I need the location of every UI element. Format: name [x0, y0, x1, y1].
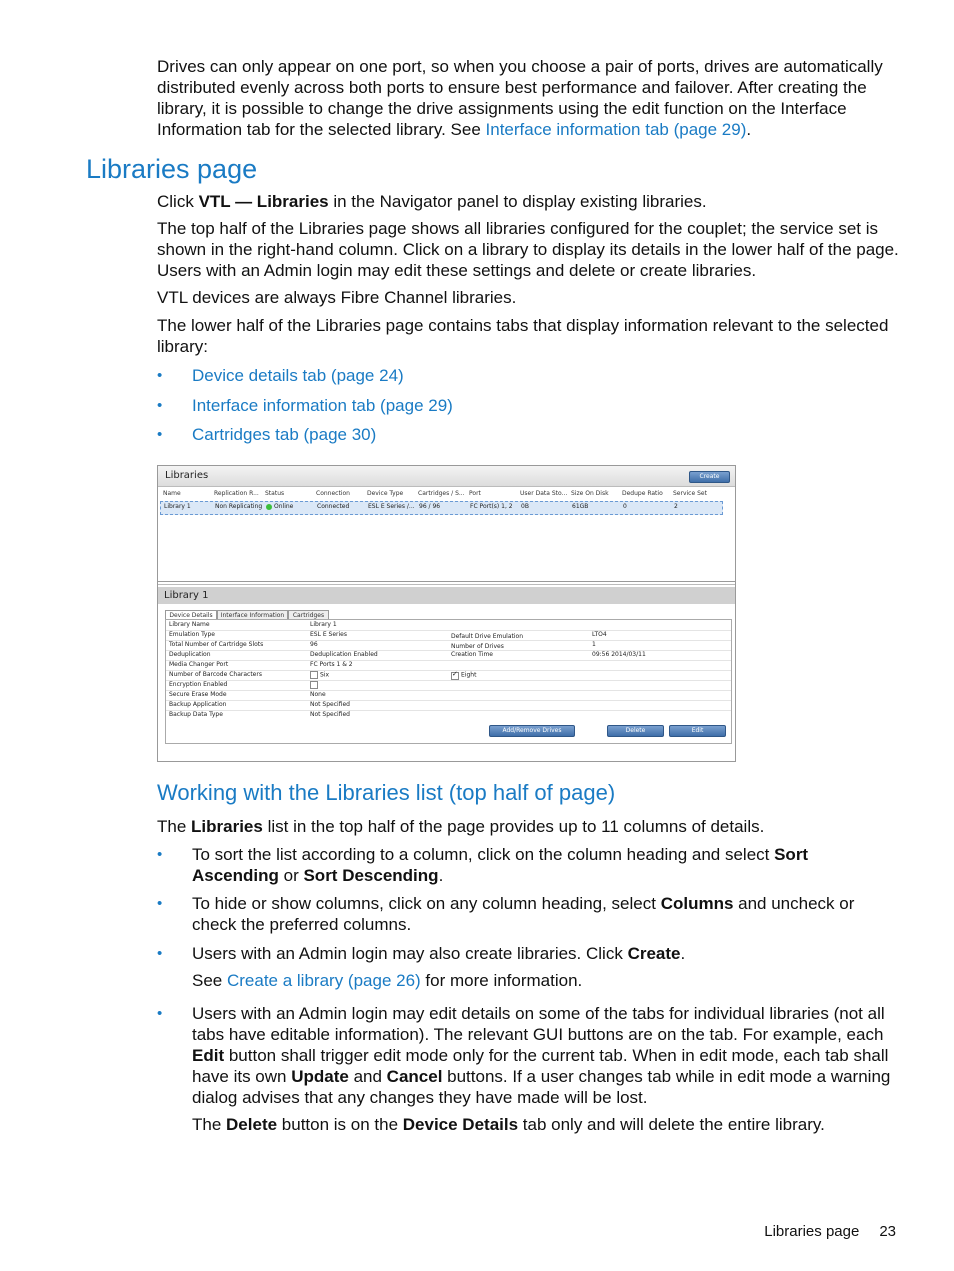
vtl-libraries-bold: VTL — Libraries — [198, 192, 329, 211]
col-device-type[interactable]: Device Type — [367, 490, 404, 497]
col-port[interactable]: Port — [469, 490, 481, 497]
tab-interface-information[interactable]: Interface Information — [217, 610, 288, 621]
detail-value: LTO4 — [592, 631, 607, 638]
fibre-channel-paragraph: VTL devices are always Fibre Channel libraries. — [157, 288, 517, 307]
table-row[interactable] — [160, 501, 723, 515]
col-size-on-disk[interactable]: Size On Disk — [571, 490, 609, 497]
col-service-set[interactable]: Service Set — [673, 490, 707, 497]
detail-value: 96 — [310, 641, 318, 648]
cell-port: FC Port(s) 1, 2 — [470, 503, 513, 510]
detail-label: Number of Barcode Characters — [169, 671, 262, 678]
cell-status-text: Online — [274, 503, 294, 510]
detail-label: Creation Time — [451, 651, 493, 658]
detail-value: 1 — [592, 641, 596, 648]
page-footer — [744, 1223, 896, 1240]
col-replication[interactable]: Replication R... — [214, 490, 259, 497]
detail-value: ESL E Series — [310, 631, 347, 638]
detail-row — [166, 710, 731, 720]
libraries-list-paragraph — [157, 816, 899, 837]
eight-checkbox[interactable] — [451, 672, 459, 680]
col-cartridges[interactable]: Cartridges / S... — [418, 490, 465, 497]
add-remove-drives-button[interactable]: Add/Remove Drives — [489, 725, 575, 737]
cell-size-on-disk: 61GB — [572, 503, 589, 510]
col-name[interactable]: Name — [163, 490, 181, 497]
detail-value: Library 1 — [310, 621, 337, 628]
detail-label: Deduplication — [169, 651, 211, 658]
cell-dedupe-ratio: 0 — [623, 503, 627, 510]
device-details-panel — [165, 619, 732, 744]
bullet-icon: • — [157, 895, 163, 912]
create-library-link[interactable]: Create a library (page 26) — [226, 971, 421, 990]
detail-label: Library Name — [169, 621, 210, 628]
bullet-icon: • — [157, 426, 163, 443]
footer-label: Libraries page — [764, 1223, 860, 1240]
cell-status — [266, 503, 314, 510]
detail-value: Not Specified — [310, 711, 350, 718]
cell-user-data: 0B — [521, 503, 529, 510]
wp-c: list in the top half of the page provides up to 11 columns of details. — [262, 817, 765, 836]
see-create-text: See Create a library (page 26) for more information. — [192, 971, 583, 990]
bullet-icon: • — [157, 367, 163, 384]
tab-device-details[interactable]: Device Details — [165, 610, 217, 621]
cartridges-link[interactable]: Cartridges tab (page 30) — [192, 425, 377, 444]
detail-value: 09:56 2014/03/11 — [592, 651, 646, 658]
cell-service-set: 2 — [674, 503, 678, 510]
device-details-link[interactable]: Device details tab (page 24) — [192, 366, 404, 385]
detail-value: Not Specified — [310, 701, 350, 708]
lower-half-paragraph: The lower half of the Libraries page contains tabs that display information relevant to the selected library: — [157, 316, 889, 356]
barcode-six-option[interactable] — [310, 671, 329, 679]
detail-value: None — [310, 691, 326, 698]
cell-name: Library 1 — [164, 503, 191, 510]
interface-info-link[interactable]: Interface information tab (page 29) — [485, 120, 747, 139]
detail-label: Total Number of Cartridge Slots — [169, 641, 264, 648]
section-title: Libraries page — [86, 154, 258, 184]
cell-replication: Non Replicating — [215, 503, 263, 510]
top-half-paragraph: The top half of the Libraries page shows all libraries configured for the couplet; the service set is shown in the right-hand column. Click on a library to display its details in the lower half of the page. Users with an Admin login may edit these settings and delete or create libraries. — [157, 219, 899, 280]
bullet-icon: • — [157, 397, 163, 414]
six-checkbox[interactable] — [310, 671, 318, 679]
six-label: Six — [320, 671, 330, 679]
col-user-data[interactable]: User Data Sto... — [520, 490, 568, 497]
wp-a: The — [157, 817, 192, 836]
edit-bullet-text: Users with an Admin login may edit details on some of the tabs for individual libraries (not all tabs have editable information). The relevant GUI buttons are on the tab. For example, each Edit button shall trigger edit mode only for the current tab. When in edit mode, each tab shall have its own Update and Cancel buttons. If a user changes tab while in edit mode a warning dialog advises that any changes they have made will be lost. — [192, 1004, 891, 1107]
detail-label: Default Drive Emulation — [451, 633, 524, 640]
p1-c: in the Navigator panel to display existing libraries. — [328, 192, 707, 211]
bullet-icon: • — [157, 945, 163, 962]
barcode-eight-option[interactable] — [451, 671, 476, 679]
tab-cartridges[interactable]: Cartridges — [288, 610, 329, 621]
libraries-title: Libraries — [165, 470, 209, 481]
detail-label: Emulation Type — [169, 631, 215, 638]
libraries-screenshot — [157, 465, 736, 762]
detail-value: FC Ports 1 & 2 — [310, 661, 353, 668]
intro-end: . — [746, 120, 752, 139]
libraries-header — [158, 466, 735, 487]
detail-label: Encryption Enabled — [169, 681, 228, 688]
library-title: Library 1 — [164, 590, 209, 601]
detail-label: Number of Drives — [451, 643, 504, 650]
wp-b: Libraries — [191, 817, 263, 836]
encryption-checkbox[interactable] — [310, 681, 318, 689]
cell-device-type: ESL E Series /... — [368, 503, 415, 510]
eight-label: Eight — [461, 671, 477, 679]
detail-label: Backup Application — [169, 701, 227, 708]
divider — [158, 584, 735, 585]
divider — [158, 581, 735, 582]
detail-label: Media Changer Port — [169, 661, 229, 668]
edit-button[interactable]: Edit — [669, 725, 726, 737]
col-status[interactable]: Status — [265, 490, 285, 497]
column-headers — [158, 489, 735, 499]
sort-bullet-text: To sort the list according to a column, click on the column heading and select Sort Ascending or Sort Descending. — [192, 845, 809, 885]
online-status-icon — [266, 504, 272, 510]
encryption-option[interactable] — [310, 681, 320, 689]
page-number: 23 — [879, 1223, 896, 1240]
delete-button[interactable]: Delete — [607, 725, 664, 737]
columns-bullet-text: To hide or show columns, click on any column heading, select Columns and uncheck or check the preferred columns. — [192, 894, 855, 934]
intro-paragraph — [157, 56, 899, 140]
create-button[interactable]: Create — [689, 471, 730, 483]
library-header — [158, 587, 735, 604]
click-vtl-paragraph — [157, 191, 899, 212]
create-bullet-text: Users with an Admin login may also create libraries. Click Create. — [192, 944, 686, 963]
delete-note-text: The Delete button is on the Device Details tab only and will delete the entire library. — [192, 1115, 825, 1134]
bullet-icon: • — [157, 846, 163, 863]
col-dedupe-ratio[interactable]: Dedupe Ratio — [622, 490, 663, 497]
cell-connection: Connected — [317, 503, 350, 510]
working-title: Working with the Libraries list (top half of page) — [157, 780, 616, 805]
col-connection[interactable]: Connection — [316, 490, 350, 497]
cell-cartridges: 96 / 96 — [419, 503, 441, 510]
intro-text: Drives can only appear on one port, so when you choose a pair of ports, drives are automatically distributed evenly across both ports to ensure best performance and failover. After creating the library, it is possible to change the drive assignments using the edit function on the Interface Information tab for the selected library. See — [157, 57, 883, 139]
p1-a: Click — [157, 192, 199, 211]
detail-label: Secure Erase Mode — [169, 691, 227, 698]
detail-label: Backup Data Type — [169, 711, 223, 718]
bullet-icon: • — [157, 1005, 163, 1022]
interface-information-link[interactable]: Interface information tab (page 29) — [192, 396, 453, 415]
detail-value: Deduplication Enabled — [310, 651, 378, 658]
